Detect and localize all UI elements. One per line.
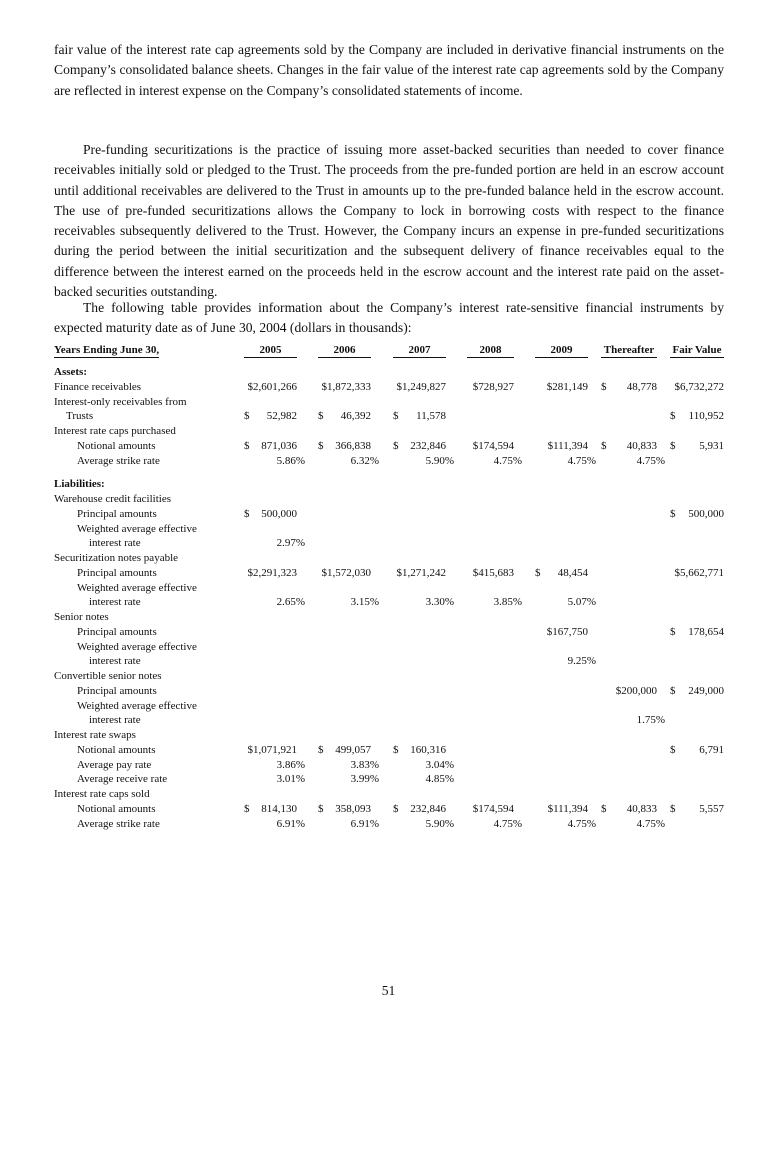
table-row [0,409,777,424]
table-row [0,581,777,596]
table-cell: $2,601,266 [247,380,297,393]
row-label: Weighted average effective [77,699,197,712]
row-label-text: Notional amounts [77,803,159,815]
table-cell: 500,000 [261,507,297,520]
dollar-sign: $ [318,439,324,452]
row-label-text: Principal amounts [77,685,160,697]
row-label: Warehouse credit facilities [54,493,172,505]
table-cell: 2.65% [276,596,305,609]
table-row [0,787,777,802]
page-number: 51 [381,983,396,998]
paragraph-table-intro: The following table provides information about the Company’s interest rate-sensitive financial instruments by expected maturity date as of June 30, 2004 (dollars in thousands): [54,300,724,336]
table-cell: 11,578 [416,410,446,423]
row-label [66,409,237,424]
table-cell: 5,557 [699,802,724,815]
table-cell: 1.75% [636,714,665,727]
row-label: Interest rate caps purchased [54,425,176,437]
column-header: 2007 [393,343,446,358]
row-label-text: Finance receivables [54,381,144,393]
paragraph-fair-value: fair value of the interest rate cap agreements sold by the Company are included in derivative financial instruments on the Company’s consolidated balance sheets. Changes in the fair value of the interest rate cap agreements sold by the Company are reflected in interest expense on the Company’s consolidated statements of income. [54,42,724,98]
table-row [0,522,777,537]
column-header: Fair Value [670,343,724,358]
table-row [0,477,777,492]
table-row [0,728,777,743]
row-label-text: interest rate [89,655,144,667]
table-cell: $174,594 [472,439,514,452]
row-label-text: Trusts [66,410,96,422]
table-row [0,713,777,728]
row-label-text: interest rate [89,596,144,608]
header-label: Years Ending June 30, [54,344,160,356]
dollar-sign: $ [670,439,676,452]
row-label: Senior notes [54,611,109,623]
table-row [0,507,777,522]
table-cell: 4.85% [425,773,454,786]
table-cell: 3.04% [425,758,454,771]
table-cell: $167,750 [546,625,588,638]
row-label-text: Notional amounts [77,440,159,452]
paragraph-pre-funding: Pre-funding securitizations is the practice of issuing more asset-backed securities than needed to cover finance receivables initially sold or pledged to the Trust. The proceeds from the pre-funded portion are held in an escrow account until additional receivables are delivered to the Trust in amounts up to the pre-funded balance held in the escrow account. The use of pre-funded securitizations allows the Company to lock in borrowing costs with respect to the finance receivables subsequently delivered to the Trust. However, the Company incurs an expense in pre-funded securitizations during the period between the initial securitization and the subsequent delivery of finance receivables equal to the difference between the interest earned on the proceeds held in the escrow account and the interest rate paid on the asset-backed securities outstanding. [54,142,724,300]
table-cell: 871,036 [261,439,297,452]
row-label: Convertible senior notes [54,670,162,682]
table-row [0,566,777,581]
dollar-sign: $ [670,625,676,638]
row-label: Securitization notes payable [54,552,179,564]
table-cell: 4.75% [493,817,522,830]
table-cell: 5.90% [425,817,454,830]
table-cell: 46,392 [340,410,371,423]
row-label: Weighted average effective [77,522,197,535]
column-header: 2005 [244,343,297,358]
table-cell: 3.15% [350,596,379,609]
dollar-sign: $ [318,410,324,423]
table-cell: 2.97% [276,537,305,550]
table-cell: 6,791 [699,743,724,756]
dollar-sign: $ [318,802,324,815]
table-cell: 4.75% [567,454,596,467]
row-label [77,802,237,817]
table-cell: $728,927 [472,380,514,393]
row-label-text: Average pay rate [77,759,154,771]
table-cell: 4.75% [493,454,522,467]
row-label-text: Average receive rate [77,773,170,785]
table-cell: 499,057 [335,743,371,756]
table-cell: $1,249,827 [396,380,446,393]
table-row [0,365,777,380]
table-cell: 48,454 [557,566,588,579]
table-cell: 232,846 [410,802,446,815]
table-cell: 178,654 [688,625,724,638]
table-cell: $200,000 [615,684,657,697]
table-cell: 4.75% [567,817,596,830]
table-row [0,684,777,699]
row-label [89,654,237,669]
table-row [0,424,777,439]
table-cell: 9.25% [567,655,596,668]
table-row [0,699,777,714]
row-label [77,454,237,469]
table-cell: $1,071,921 [247,743,297,756]
table-row [0,817,777,832]
table-cell: 110,952 [688,410,724,423]
row-label [77,772,237,787]
dollar-sign: $ [601,380,607,393]
table-cell: $281,149 [546,380,588,393]
dollar-sign: $ [670,802,676,815]
table-cell: $111,394 [547,802,588,815]
table-cell: 4.75% [636,817,665,830]
table-cell: 814,130 [261,802,297,815]
row-label [77,625,237,640]
dollar-sign: $ [670,410,676,423]
table-cell: 6.91% [350,817,379,830]
table-row [0,610,777,625]
dollar-sign: $ [670,684,676,697]
row-label [77,817,237,832]
table-cell: 3.85% [493,596,522,609]
dollar-sign: $ [535,566,541,579]
column-header: 2006 [318,343,371,358]
table-cell: 40,833 [626,802,657,815]
section-heading: Assets: [54,366,87,378]
row-label-text: Principal amounts [77,626,160,638]
table-cell: 500,000 [688,507,724,520]
row-label [54,380,237,395]
table-cell: 52,982 [266,410,297,423]
row-label-text: Average strike rate [77,455,163,467]
table-cell: 3.30% [425,596,454,609]
row-label-text: interest rate [89,537,144,549]
row-label [89,713,237,728]
dollar-sign: $ [670,743,676,756]
row-label-text: Average strike rate [77,818,163,830]
table-cell: 232,846 [410,439,446,452]
table-cell: $1,572,030 [321,566,371,579]
table-row [0,669,777,684]
dollar-sign: $ [244,410,250,423]
table-cell: $1,271,242 [396,566,446,579]
row-label [77,439,237,454]
dollar-sign: $ [393,802,399,815]
column-header: Thereafter [601,343,657,358]
row-label [89,595,237,610]
row-label [77,758,237,773]
table-cell: 160,316 [410,743,446,756]
table-header-row [0,343,777,358]
table-row [0,551,777,566]
table-cell: 5.90% [425,454,454,467]
dollar-sign: $ [670,507,676,520]
table-cell: 3.86% [276,758,305,771]
dollar-sign: $ [393,439,399,452]
row-label: Interest-only receivables from [54,395,187,408]
column-header: 2009 [535,343,588,358]
table-row [0,395,777,410]
table-row [0,536,777,551]
table-cell: $415,683 [472,566,514,579]
table-cell: 4.75% [636,454,665,467]
table-cell: $6,732,272 [674,380,724,393]
table-row [0,640,777,655]
row-label [77,507,237,522]
table-row [0,772,777,787]
table-cell: 5.86% [276,454,305,467]
row-label [77,566,237,581]
table-row [0,625,777,640]
row-label-text: Principal amounts [77,567,160,579]
dollar-sign: $ [244,439,250,452]
table-cell: $1,872,333 [321,380,371,393]
row-label [89,536,237,551]
table-cell: $2,291,323 [247,566,297,579]
table-cell: 6.32% [350,454,379,467]
dollar-sign: $ [393,743,399,756]
table-cell: 48,778 [626,380,657,393]
row-label: Weighted average effective [77,581,197,594]
row-label [77,684,237,699]
dollar-sign: $ [601,802,607,815]
table-cell: 3.01% [276,773,305,786]
table-row [0,380,777,395]
table-row [0,454,777,469]
table-row [0,595,777,610]
table-row [0,439,777,454]
dollar-sign: $ [393,410,399,423]
table-row [0,802,777,817]
row-label-text: Notional amounts [77,744,159,756]
row-label-text: Principal amounts [77,508,160,520]
dollar-sign: $ [244,507,250,520]
dollar-sign: $ [318,743,324,756]
column-header: 2008 [467,343,514,358]
row-label: Weighted average effective [77,640,197,653]
table-cell: 358,093 [335,802,371,815]
table-cell: 5,931 [699,439,724,452]
table-cell: 3.83% [350,758,379,771]
table-cell: 249,000 [688,684,724,697]
table-row [0,758,777,773]
table-row [0,654,777,669]
table-row [0,492,777,507]
section-heading: Liabilities: [54,478,105,491]
table-row [0,743,777,758]
table-cell: $174,594 [472,802,514,815]
row-label: Interest rate caps sold [54,788,150,800]
table-cell: $5,662,771 [674,566,724,579]
table-cell: 5.07% [567,596,596,609]
table-cell: 6.91% [276,817,305,830]
table-cell: 40,833 [626,439,657,452]
dollar-sign: $ [601,439,607,452]
table-cell: 366,838 [335,439,371,452]
row-label [77,743,237,758]
dollar-sign: $ [244,802,250,815]
row-label-text: interest rate [89,714,144,726]
table-cell: $111,394 [547,439,588,452]
row-label: Interest rate swaps [54,729,136,741]
table-cell: 3.99% [350,773,379,786]
